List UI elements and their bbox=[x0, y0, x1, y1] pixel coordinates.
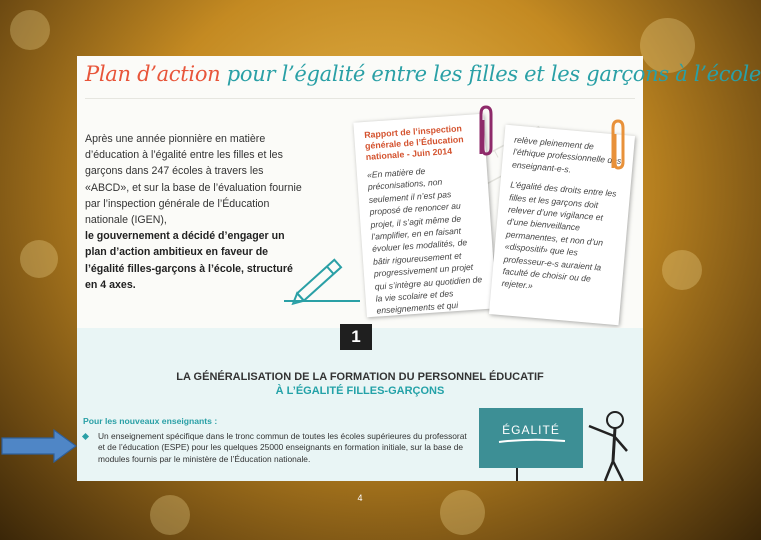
page-number: 4 bbox=[357, 493, 363, 503]
bullet-text: Un enseignement spécifique dans le tronc commun de toutes les écoles supérieures du professorat et de l’éducation (ESPE) pour les quelques 25000 enseignants en formation initiale, sur la base de modules fournis par le ministère de l’Éducation nationale. bbox=[98, 431, 467, 464]
section-panel bbox=[77, 328, 643, 481]
intro-bold-text: le gouvernement a décidé d’engager un plan d’action ambitieux en faveur de l’égalité filles-garçons à l’école, structuré en 4 axes. bbox=[85, 230, 293, 291]
flower-decoration bbox=[440, 490, 485, 535]
paperclip-icon bbox=[473, 104, 499, 160]
flower-decoration bbox=[150, 495, 190, 535]
report-quote-heading: Rapport de l’inspection générale de l’Éducation nationale - Juin 2014 bbox=[363, 123, 464, 162]
teacher-chalkboard-icon bbox=[477, 406, 637, 481]
flower-decoration bbox=[20, 240, 58, 278]
report-quote-continued-text2: L’égalité des droits entre les filles et les garçons doit relever d’une vigilance et d’une bienveillance permanentes, et non d’un «dispositif» que les professeur-e-s auraient la faculté de choisir ou de rejeter.» bbox=[501, 179, 617, 292]
new-teachers-label: Pour les nouveaux enseignants : bbox=[83, 416, 218, 426]
pencil-icon bbox=[282, 251, 362, 306]
section-title-line2: À L’ÉGALITÉ FILLES-GARÇONS bbox=[275, 385, 445, 397]
arrow-right-icon bbox=[0, 428, 78, 464]
title-rest: pour l’égalité entre les filles et les garçons à l’école bbox=[220, 62, 761, 86]
flower-decoration bbox=[10, 10, 50, 50]
paperclip-icon bbox=[605, 118, 631, 174]
flower-decoration bbox=[662, 250, 702, 290]
page-title bbox=[85, 62, 761, 102]
intro-normal-text: Après une année pionnière en matière d’éducation à l’égalité entre les filles et les garçons dans 247 écoles à travers les «ABCD», et sur la base de l’évaluation fournie par l’inspection générale de l’Éducation nationale (IGEN), bbox=[85, 133, 302, 227]
title-highlight: Plan d’action bbox=[85, 62, 221, 86]
report-quote-text: «En matière de préconisations, non seulement il n’est pas proposé de renoncer au projet, il s’agit même de l’amplifier, en en faisant évoluer les modalités, de bâtir rigoureusement et progressivement un projet qui s’intègre au quotidien de la vie scolaire et des enseignements et qui bbox=[366, 165, 483, 317]
section-number-badge: 1 bbox=[340, 324, 372, 350]
title-divider bbox=[85, 98, 635, 99]
slide-content bbox=[77, 56, 761, 481]
board-word: ÉGALITÉ bbox=[502, 423, 560, 437]
list-item bbox=[83, 431, 473, 465]
diamond-bullet-icon bbox=[82, 433, 89, 440]
section-title-line1: LA GÉNÉRALISATION DE LA FORMATION DU PERSONNEL ÉDUCATIF bbox=[176, 371, 544, 383]
intro-paragraph bbox=[85, 131, 307, 293]
section-title bbox=[77, 370, 643, 398]
report-quote-continued-text1: relève pleinement de l’éthique professionnelle des enseignant-e-s. bbox=[511, 134, 622, 175]
